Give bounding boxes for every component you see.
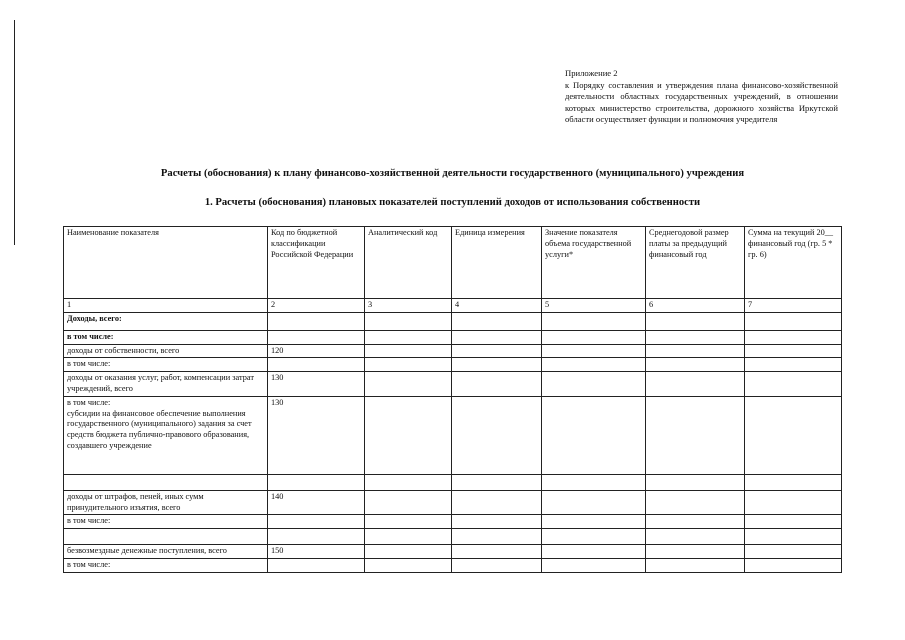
column-number: 6 — [646, 299, 745, 313]
column-number: 4 — [452, 299, 542, 313]
header-cell: Среднегодовой размер платы за предыдущий финансовый год — [646, 227, 745, 299]
row-code: 130 — [268, 396, 365, 474]
table-row — [64, 312, 842, 330]
table-row — [64, 545, 842, 559]
appendix-label: Приложение 2 — [565, 68, 618, 78]
row-code: 120 — [268, 344, 365, 358]
document-title: Расчеты (обоснования) к плану финансово-хозяйственной деятельности государственного (муниципального) учреждения — [160, 168, 745, 179]
table-row — [64, 358, 842, 372]
header-cell: Наименование показателя — [64, 227, 268, 299]
margin-line — [14, 20, 15, 245]
header-cell: Код по бюджетной классификации Российской Федерации — [268, 227, 365, 299]
row-label: в том числе: — [67, 397, 111, 407]
row-label: в том числе: — [64, 558, 268, 572]
table-row — [64, 558, 842, 572]
column-number-row — [64, 299, 842, 313]
column-number: 2 — [268, 299, 365, 313]
column-number: 5 — [542, 299, 646, 313]
row-label-group — [64, 396, 268, 474]
table-row — [64, 396, 842, 474]
table-row — [64, 529, 842, 545]
row-label: доходы от собственности, всего — [64, 344, 268, 358]
header-cell: Сумма на текущий 20__ финансовый год (гр. 5 * гр. 6) — [745, 227, 842, 299]
table-row — [64, 330, 842, 344]
column-number: 7 — [745, 299, 842, 313]
column-number: 3 — [365, 299, 452, 313]
appendix-text: к Порядку составления и утверждения плана финансово-хозяйственной деятельности областных государственных учреждений, в отношении которых министерство строительства, дорожного хозяйства Иркутской области осуществляет функции и полномочия учредителя — [565, 79, 838, 125]
section-title: 1. Расчеты (обоснования) плановых показателей поступлений доходов от использования собственности — [204, 197, 701, 208]
header-cell: Значение показателя объема государственной услуги* — [542, 227, 646, 299]
row-label: Доходы, всего: — [64, 312, 268, 330]
header-cell: Единица измерения — [452, 227, 542, 299]
table-row — [64, 372, 842, 397]
row-label: в том числе: — [64, 330, 268, 344]
column-number: 1 — [64, 299, 268, 313]
row-label: безвозмездные денежные поступления, всего — [64, 545, 268, 559]
row-code: 140 — [268, 490, 365, 515]
table-row — [64, 344, 842, 358]
row-label: доходы от оказания услуг, работ, компенсации затрат учреждений, всего — [64, 372, 268, 397]
table-row — [64, 490, 842, 515]
row-label: в том числе: — [64, 515, 268, 529]
header-row — [64, 227, 842, 299]
row-label: доходы от штрафов, пеней, иных сумм принудительного изъятия, всего — [64, 490, 268, 515]
table-row — [64, 474, 842, 490]
table-row — [64, 515, 842, 529]
calculation-table — [63, 226, 842, 573]
header-cell: Аналитический код — [365, 227, 452, 299]
row-code: 130 — [268, 372, 365, 397]
row-code: 150 — [268, 545, 365, 559]
row-label: в том числе: — [64, 358, 268, 372]
appendix-note — [565, 68, 838, 126]
row-label: субсидии на финансовое обеспечение выполнения государственного (муниципального) задания за счет средств бюджета публично-правового образования, создавшего учреждение — [67, 408, 252, 450]
